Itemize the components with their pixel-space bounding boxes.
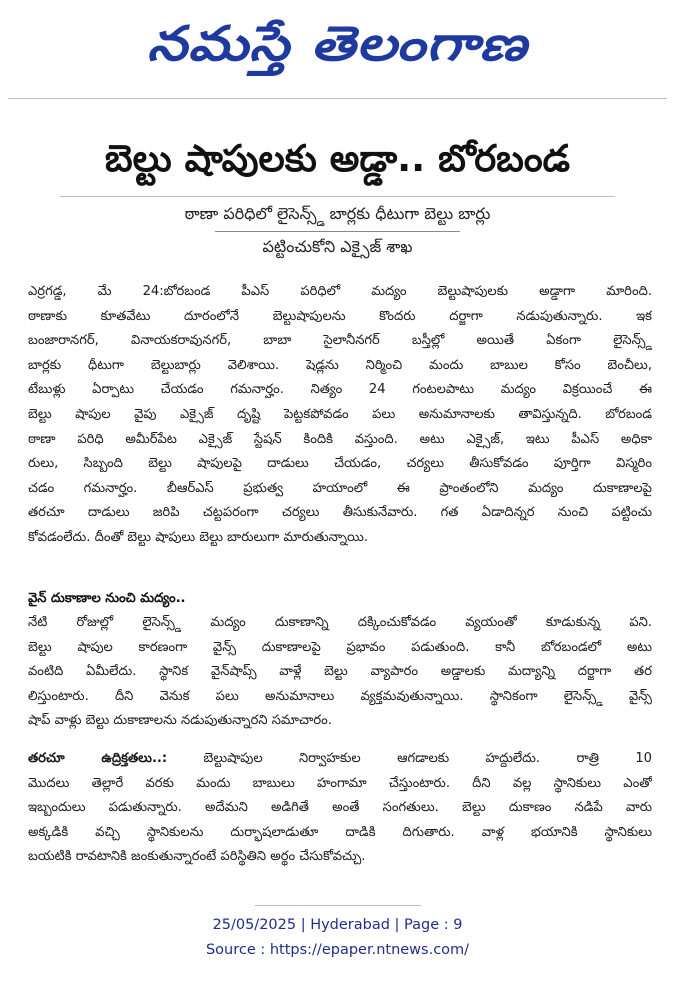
- paragraph-line-with-lead: [28, 747, 652, 772]
- paragraph-line: అక్కడికి వచ్చి స్థానికులను దుర్భాషలాడుతూ దాడికి దిగుతారు. వాళ్ల భయానికి స్థానికులు: [28, 824, 652, 840]
- paragraph-line: మొదలు తెల్లారే వరకు మందు బాబులు హంగామా చేస్తుంటారు. దీని వల్ల స్థానికులు ఎంతో: [28, 775, 652, 791]
- paragraph-line: ఎర్రగడ్డ, మే 24:బోరబండ పీఎస్ పరిధిలో మద్యం బెల్టుషాపులకు అడ్డాగా మారింది.: [28, 284, 652, 299]
- paragraph-line: టేబుళ్లు ఏర్పాటు చేయడం గమనార్హం. నిత్యం 24 గంటలపాటు మద్యం విక్రయించే ఈ: [28, 382, 652, 398]
- paragraph-line: ఇబ్బందులు పడుతున్నారు. అదేమని అడిగితే అంతే సంగతులు. బెల్టు దుకాణం నడిపే వారు: [28, 800, 652, 816]
- article-subheadline-2: పట్టించుకోని ఎక్సైజ్ శాఖ: [262, 237, 413, 256]
- paragraph-line: బయటికి రావటానికి జంకుతున్నారంటే పరిస్థితిని అర్థం చేసుకోవచ్చు.: [28, 849, 366, 865]
- paragraph-line: ఠాణాకు కూతవేటు దూరంలోనే బెల్టుషాపులను కొందరు దర్జాగా నడుపుతున్నారు. ఇక: [28, 308, 652, 324]
- paragraph-line: షాప్ వాళ్లు బెల్టు దుకాణాలను నడుపుతున్నారని సమాచారం.: [28, 713, 332, 729]
- paragraph-line: లిస్తుంటారు. దీని వెనుక పలు అనుమానాలు వ్యక్తమవుతున్నాయి. స్థానికంగా లైసెన్స్డ్ వైన్స్: [28, 688, 652, 704]
- paragraph-line: ఠాణా పరిధి అమీర్‌పేట ఎక్సైజ్ స్టేషన్ కిందికి వస్తుంది. అటు ఎక్సైజ్, ఇటు పీఎస్ అధికా: [28, 431, 652, 447]
- paragraph-lead-in: తరచూ ఉద్రిక్తతలు..:: [28, 751, 168, 766]
- paragraph-line: బార్లకు ధీటుగా బెల్టుబార్లు వెలిశాయి. షెడ్లను నిర్మించి మందు బాబుల కోసం బెంచీలు,: [28, 357, 652, 373]
- masthead: [0, 2, 675, 86]
- article-headline: బెల్టు షాపులకు అడ్డా.. బోరబండ: [104, 137, 571, 180]
- subheadline-divider: [215, 231, 460, 232]
- paragraph-line: రులు, సిబ్బంది బెల్టు షాపులపై దాడులు చేయడం, చర్యలు తీసుకోవడం పూర్తిగా విస్మరిం: [28, 456, 652, 472]
- paragraph-line: కోవడంలేదు. దీంతో బెల్టు షాపులు బెల్టు బారులుగా మారుతున్నాయి.: [28, 529, 368, 545]
- article-paragraph-2: [28, 611, 652, 734]
- masthead-divider: [8, 98, 667, 99]
- headline-divider: [60, 196, 615, 197]
- footer-divider: [255, 905, 421, 906]
- paragraph-line: నేటి రోజుల్లో లైసెన్స్డ్ మద్యం దుకాణాన్ని దక్కించుకోవడం వ్యయంతో కూడుకున్న పని.: [28, 615, 652, 630]
- paragraph-line: బంజారానగర్, వినాయకరావునగర్, బాబా సైలానీనగర్ బస్తీల్లో అయితే ఏకంగా లైసెన్స్డ్: [28, 333, 652, 349]
- article-paragraph-1: [28, 280, 652, 551]
- article-paragraph-3: [28, 747, 652, 870]
- footer-source: Source : https://epaper.ntnews.com/: [205, 942, 470, 958]
- footer-date-edition: 25/05/2025 | Hyderabad | Page : 9: [212, 917, 463, 933]
- paragraph-line: బెల్టు షాపుల కారణంగా వైన్స్ దుకాణాలపై ప్రభావం పడుతుంది. కానీ బోరబండలో అటు: [28, 639, 652, 655]
- article-subheadline-1: ఠాణా పరిధిలో లైసెన్స్డ్ బార్లకు ధీటుగా బెల్టు బార్లు: [184, 204, 491, 223]
- paragraph-lead-rest: బెల్టుషాపుల నిర్వాహకుల ఆగడాలకు హద్దులేదు. రాత్రి 10: [167, 751, 652, 766]
- paragraph-line: చడం గమనార్హం. బీఆర్ఎస్ ప్రభుత్వ హయాంలో ఈ ప్రాంతంలోని మద్యం దుకాణాలపై: [28, 480, 652, 496]
- masthead-logo: నమస్తే తెలంగాణ: [147, 16, 528, 72]
- paragraph-line: బెల్టు షాపుల వైపు ఎక్సైజ్ దృష్టి పెట్టకపోవడం పలు అనుమానాలకు తావిస్తున్నది. బోరబండ: [28, 406, 652, 422]
- subsection-heading: వైన్ దుకాణాల నుంచి మద్యం..: [28, 591, 186, 606]
- paragraph-line: తరచూ దాడులు జరిపి చట్టపరంగా చర్యలు తీసుకునేవారు. గత ఏడాదిన్నర నుంచి పట్టించు: [28, 505, 652, 521]
- paragraph-line: వంటిది ఏమీలేదు. స్థానిక వైన్‌షాప్స్ వాళ్లే బెల్టు వ్యాపారం అడ్డాలకు మద్యాన్ని దర్జాగా తర: [28, 664, 652, 680]
